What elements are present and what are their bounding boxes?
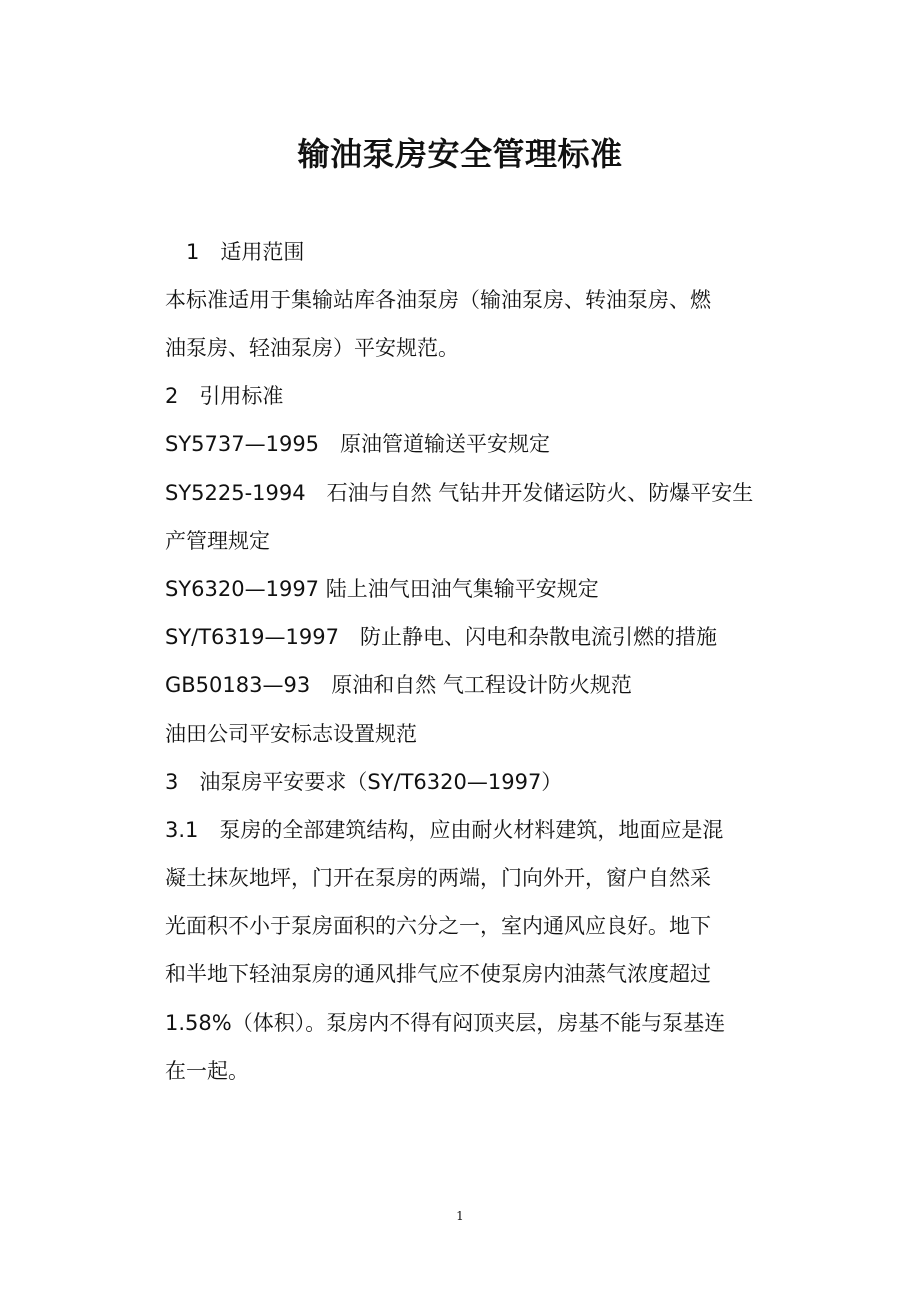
- document-title: 输油泵房安全管理标准: [297, 135, 623, 173]
- reference-line: 产管理规定: [165, 529, 270, 553]
- paragraph-line: 油泵房、轻油泵房）平安规范。: [165, 336, 459, 360]
- reference-line: SY5737—1995 原油管道输送平安规定: [165, 432, 551, 456]
- paragraph-line: 本标准适用于集输站库各油泵房（输油泵房、转油泵房、燃: [165, 288, 711, 312]
- reference-line: GB50183—93 原油和自然 气工程设计防火规范: [165, 673, 632, 697]
- paragraph-line: 1.58%（体积）。泵房内不得有闷顶夹层，房基不能与泵基连: [165, 1011, 726, 1035]
- reference-line: SY5225-1994 石油与自然 气钻井开发储运防火、防爆平安生: [165, 481, 754, 505]
- section-heading-scope: 1 适用范围: [186, 240, 305, 264]
- paragraph-line: 在一起。: [165, 1059, 249, 1083]
- paragraph-line: 3.1 泵房的全部建筑结构，应由耐火材料建筑，地面应是混: [165, 818, 724, 842]
- page-number: 1: [456, 1209, 464, 1223]
- paragraph-line: 和半地下轻油泵房的通风排气应不使泵房内油蒸气浓度超过: [165, 962, 711, 986]
- reference-line: SY6320—1997 陆上油气田油气集输平安规定: [165, 577, 599, 601]
- section-heading-references: 2 引用标准: [165, 384, 284, 408]
- reference-line: SY/T6319—1997 防止静电、闪电和杂散电流引燃的措施: [165, 625, 717, 649]
- reference-line: 油田公司平安标志设置规范: [165, 722, 417, 746]
- paragraph-line: 光面积不小于泵房面积的六分之一，室内通风应良好。地下: [165, 914, 711, 938]
- paragraph-line: 凝土抹灰地坪，门开在泵房的两端，门向外开，窗户自然采: [165, 866, 711, 890]
- section-heading-requirements: 3 油泵房平安要求（SY/T6320—1997）: [165, 770, 563, 794]
